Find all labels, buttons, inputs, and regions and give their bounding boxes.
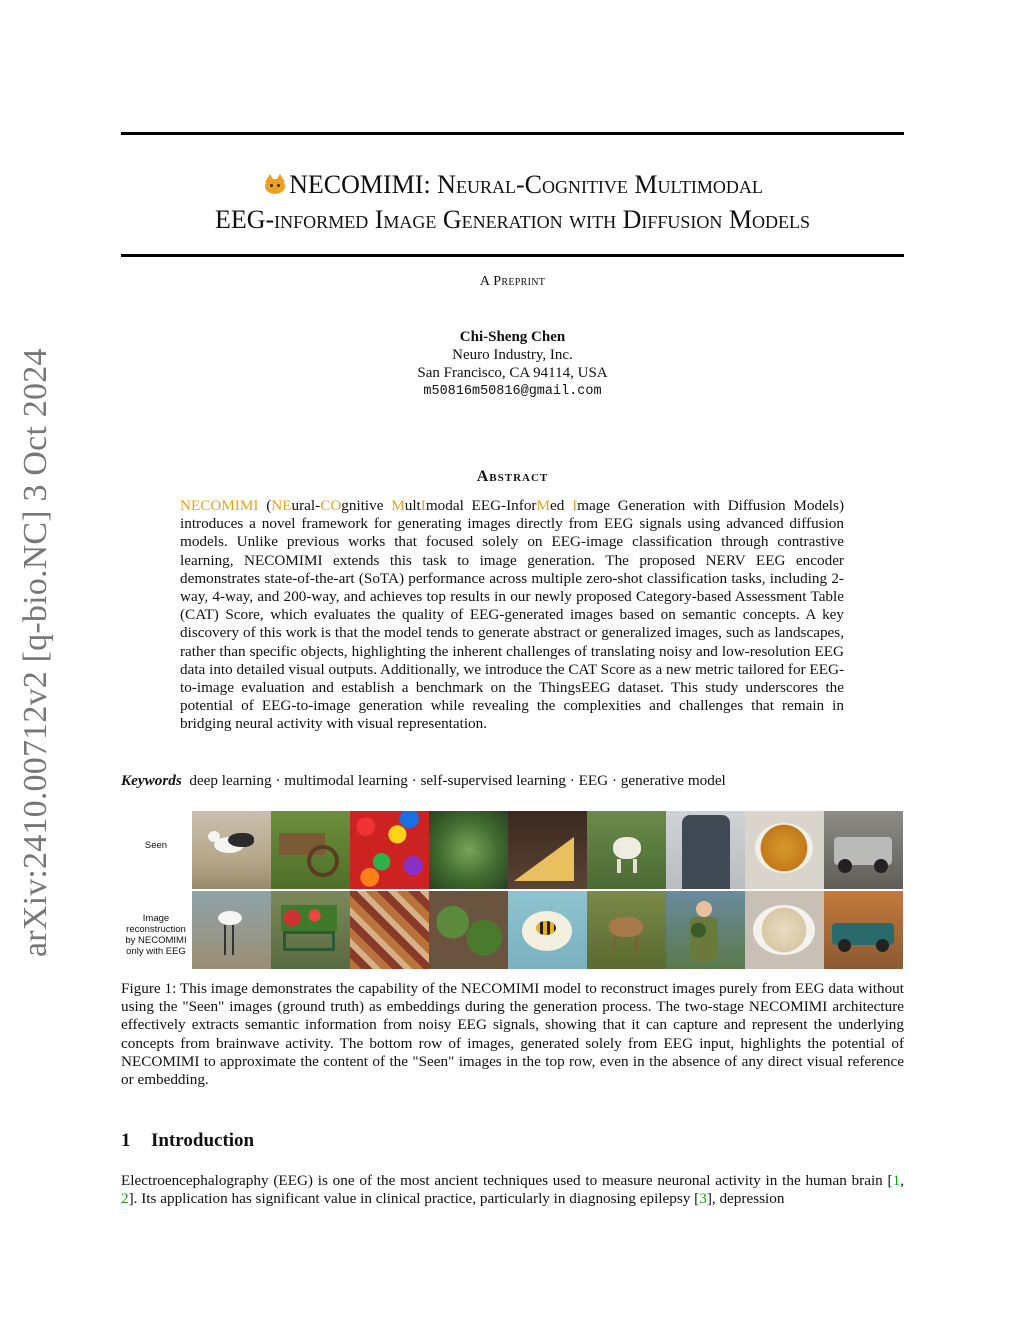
tile-leafy-plant (429, 891, 508, 969)
tile-child-camo (666, 891, 745, 969)
title-rule-top (121, 132, 904, 135)
tile-wine-corks (350, 891, 429, 969)
keywords-label: Keywords (121, 772, 182, 789)
row-label-reconstruction: Image reconstruction by NECOMIMI only with EEG (125, 913, 187, 957)
citation-2[interactable]: 2 (121, 1190, 129, 1208)
abstract-body: NECOMIMI (NEural-COgnitive MultImodal EEG-InforMed Image Generation with Diffusion Models) introduces a novel framework for generating images directly from EEG signals using advanced diffusion models. Unlike previous works that focused solely on EEG-image classification through contrastive learning, NECOMIMI extends this task to image generation. The proposed NERV EEG encoder demonstrates state-of-the-art (SoTA) performance across multiple zero-shot classification tasks, including 2-way, 4-way, and 200-way, and achieves top results in our newly proposed Category-based Assessment Table (CAT) Score, which evaluates the quality of EEG-generated images based on semantic concepts. A key discovery of this work is that the model tends to generate abstract or generalized images, such as landscapes, rather than specific objects, highlighting the inherent challenges of translating noisy and low-resolution EEG data into detailed visual outputs. Additionally, we introduce the CAT Score as a new metric tailored for EEG-to-image evaluation and establish a benchmark on the ThingsEEG dataset. This study underscores the potential of EEG-to-image generation while revealing the complexities and challenges that remain in bridging neural activity with visual representation. (180, 497, 844, 733)
arxiv-stamp: arXiv:2410.00712v2 [q-bio.NC] 3 Oct 2024 (17, 348, 54, 957)
keywords-text: deep learning · multimodal learning · self-supervised learning · EEG · generative model (189, 772, 726, 789)
tile-lamb (587, 811, 666, 889)
tile-egret (192, 891, 271, 969)
author-name: Chi-Sheng Chen (459, 329, 566, 345)
tile-cheese (508, 811, 587, 889)
abstract-text: Models) introduces a novel framework for generating images directly from EEG signals using advanced diffusion models. Unlike previous works that focused solely on EEG-image classification through contrastive learning, NECOMIMI extends this task to image generation. The proposed NERV EEG encoder demonstrates state-of-the-art (SoTA) performance across multiple zero-shot classification tasks, including 2-way, 4-way, and 200-way, and achieves top results in our newly proposed Category-based Assessment Table (CAT) Score, which evaluates the quality of EEG-generated images based on semantic concepts. A key discovery of this work is that the model tends to generate abstract or generalized images, such as landscapes, rather than specific objects, highlighting the inherent challenges of translating noisy and low-resolution EEG data into detailed visual outputs. Additionally, we introduce the CAT Score as a new metric tailored for EEG-to-image evaluation and establish a benchmark on the ThingsEEG dataset. This study underscores the potential of EEG-to-image generation while revealing the complexities and challenges that remain in bridging neural activity with visual representation. (180, 497, 844, 733)
abstract-heading: Abstract (476, 468, 549, 485)
tile-seagull (192, 811, 271, 889)
tile-cannabis-plant (429, 811, 508, 889)
figure-caption: Figure 1: This image demonstrates the capability of the NECOMIMI model to reconstruct images purely from EEG data without using the "Seen" images (ground truth) as embeddings during the generation process. The two-stage NECOMIMI architecture effectively extracts semantic information from noisy EEG signals, showing that it can capture and represent the underlying concepts from brainwave activity. The bottom row of images, generated solely from EEG input, highlights the potential of NECOMIMI to approximate the content of the "Seen" images in the top row, even in the absence of any direct visual reference or embedding. (121, 980, 904, 1089)
tile-jacket (666, 811, 745, 889)
author-address: San Francisco, CA 94114, USA (417, 365, 608, 381)
title-text-line1: NECOMIMI: Neural-Cognitive Multimodal (289, 170, 763, 199)
row-label-seen: Seen (144, 840, 168, 851)
preprint-label: A Preprint (479, 274, 546, 289)
citation-3[interactable]: 3 (699, 1190, 707, 1208)
intro-text-2: ]. Its application has significant value in clinical practice, particularly in diagnosing epilepsy [ (128, 1190, 700, 1208)
section-heading-introduction (121, 1130, 254, 1152)
citation-1[interactable]: 1 (892, 1172, 901, 1189)
intro-text-3: ], depression (706, 1190, 785, 1208)
author-affiliation: Neuro Industry, Inc. (452, 347, 573, 363)
cat-logo-icon (262, 173, 288, 195)
tile-wooden-cart (271, 811, 350, 889)
author-email[interactable]: m50816m50816@gmail.com (423, 384, 602, 399)
figure-1 (121, 811, 904, 969)
tile-jeep (824, 811, 903, 889)
tile-jelly-beans (350, 811, 429, 889)
section-title: Introduction (151, 1130, 255, 1151)
title-rule-bottom (121, 254, 904, 257)
tile-fawn (587, 891, 666, 969)
keywords-line (121, 772, 904, 790)
tile-pickup-truck (824, 891, 903, 969)
paper-title-line1 (121, 168, 904, 202)
introduction-paragraph: Electroencephalography (EEG) is one of the most ancient techniques used to measure neuronal activity in the human brain [1, 2]. Its application has significant value in clinical practice, particularly in diagnosing epilepsy [3], depression (121, 1172, 904, 1208)
tile-creme-brulee (745, 811, 824, 889)
tile-soup-bowl (745, 891, 824, 969)
tile-lemon-bee (508, 891, 587, 969)
tile-flower-cart (271, 891, 350, 969)
section-number: 1 (121, 1130, 131, 1151)
intro-text-1: Electroencephalography (EEG) is one of the most ancient techniques used to measure neuronal activity in the human brain [ (121, 1172, 893, 1189)
paper-title-line2: EEG-informed Image Generation with Diffusion Models (214, 205, 810, 234)
